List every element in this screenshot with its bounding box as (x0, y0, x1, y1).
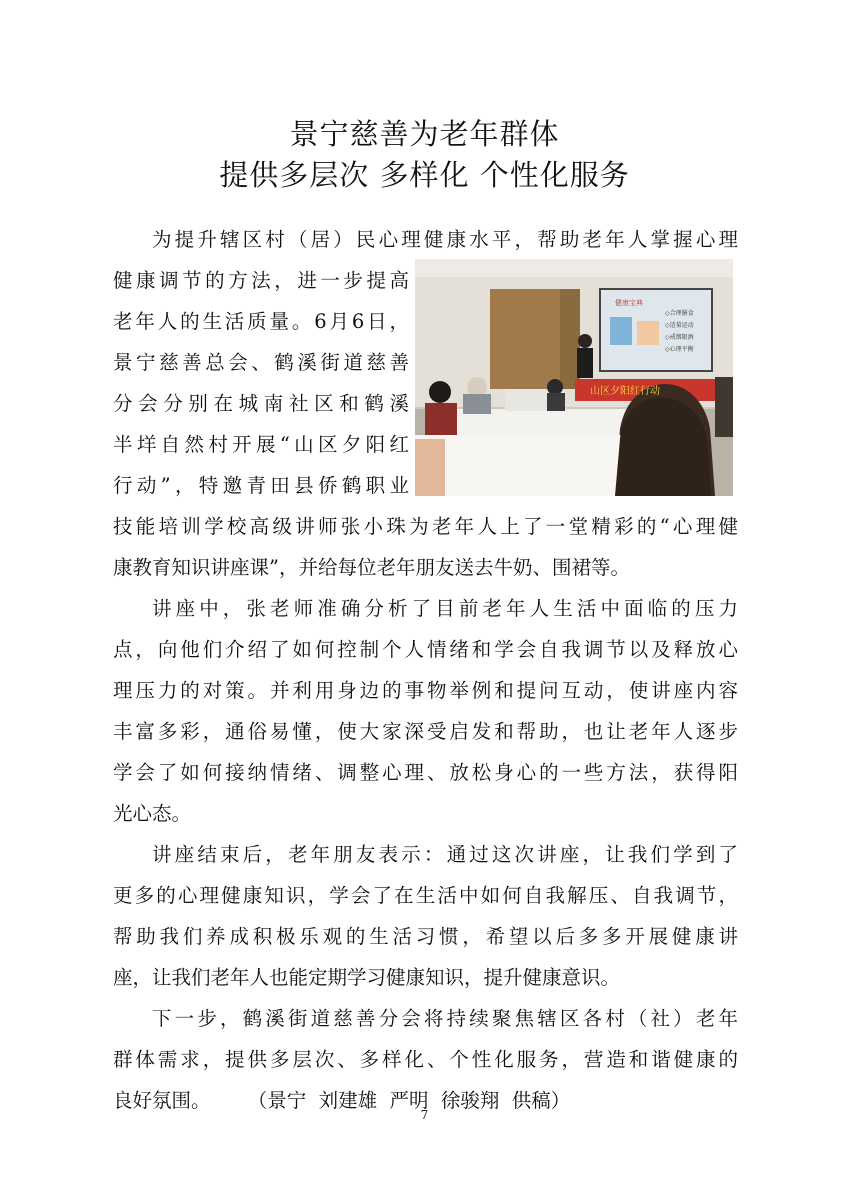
text-line: 为提升辖区村（居）民心理健康水平，帮助老年人掌握心理 (152, 228, 738, 251)
title-line-1: 景宁慈善为老年群体 (289, 117, 560, 151)
slide-item-1: ◇合理膳食 (665, 310, 694, 317)
text-line: 良好氛围。 （景宁 刘建雄 严明 徐骏翔 供稿） (113, 1089, 571, 1112)
text-line: 健康调节的方法，进一步提高 (113, 269, 409, 292)
lecture-photo (415, 259, 733, 496)
slide-title (615, 298, 644, 307)
text-line: 理压力的对策。并利用身边的事物举例和提问互动，使讲座内容 (113, 679, 738, 702)
text-line: 帮助我们养成积极乐观的生活习惯，希望以后多多开展健康讲 (113, 925, 738, 948)
text-line: 行动”，特邀青田县侨鹤职业 (113, 474, 409, 497)
slide-item-4: ◇心理平衡 (665, 346, 694, 353)
text-line: 讲座中，张老师准确分析了目前老年人生活中面临的压力 (152, 597, 738, 620)
text-line: 下一步，鹤溪街道慈善分会将持续聚焦辖区各村（社）老年 (152, 1007, 738, 1030)
text-line: 分会分别在城南社区和鹤溪 (113, 392, 409, 415)
text-line: 更多的心理健康知识，学会了在生活中如何自我解压、自我调节， (113, 884, 738, 907)
text-line: 丰富多彩，通俗易懂，使大家深受启发和帮助，也让老年人逐步 (113, 720, 738, 743)
banner-text: 山区夕阳红行动 (590, 386, 660, 397)
text-line: 技能培训学校高级讲师张小珠为老年人上了一堂精彩的“心理健 (113, 515, 738, 538)
text-line: 学会了如何接纳情绪、调整心理、放松身心的一些方法，获得阳 (113, 761, 738, 784)
slide-item-3: ◇戒烟限酒 (665, 334, 694, 341)
svg-text:健康宝典: 健康宝典 (615, 299, 643, 307)
text-line: 讲座结束后，老年朋友表示：通过这次讲座，让我们学到了 (152, 843, 738, 866)
text-line: 点，向他们介绍了如何控制个人情绪和学会自我调节以及释放心 (113, 638, 738, 661)
text-line: 景宁慈善总会、鹤溪街道慈善 (113, 351, 409, 374)
text-line: 半垟自然村开展“山区夕阳红 (113, 433, 409, 456)
title-line-2: 提供多层次 多样化 个性化服务 (219, 158, 630, 192)
text-line: 老年人的生活质量。6月6日， (113, 310, 409, 333)
page-number: 7 (420, 1108, 429, 1122)
text-line: 康教育知识讲座课”，并给每位老年朋友送去牛奶、围裙等。 (113, 556, 630, 579)
slide-item-2: ◇适量运动 (665, 322, 694, 329)
text-line: 群体需求，提供多层次、多样化、个性化服务，营造和谐健康的 (113, 1048, 738, 1071)
text-line: 光心态。 (113, 802, 192, 825)
text-line: 座，让我们老年人也能定期学习健康知识，提升健康意识。 (113, 966, 621, 989)
